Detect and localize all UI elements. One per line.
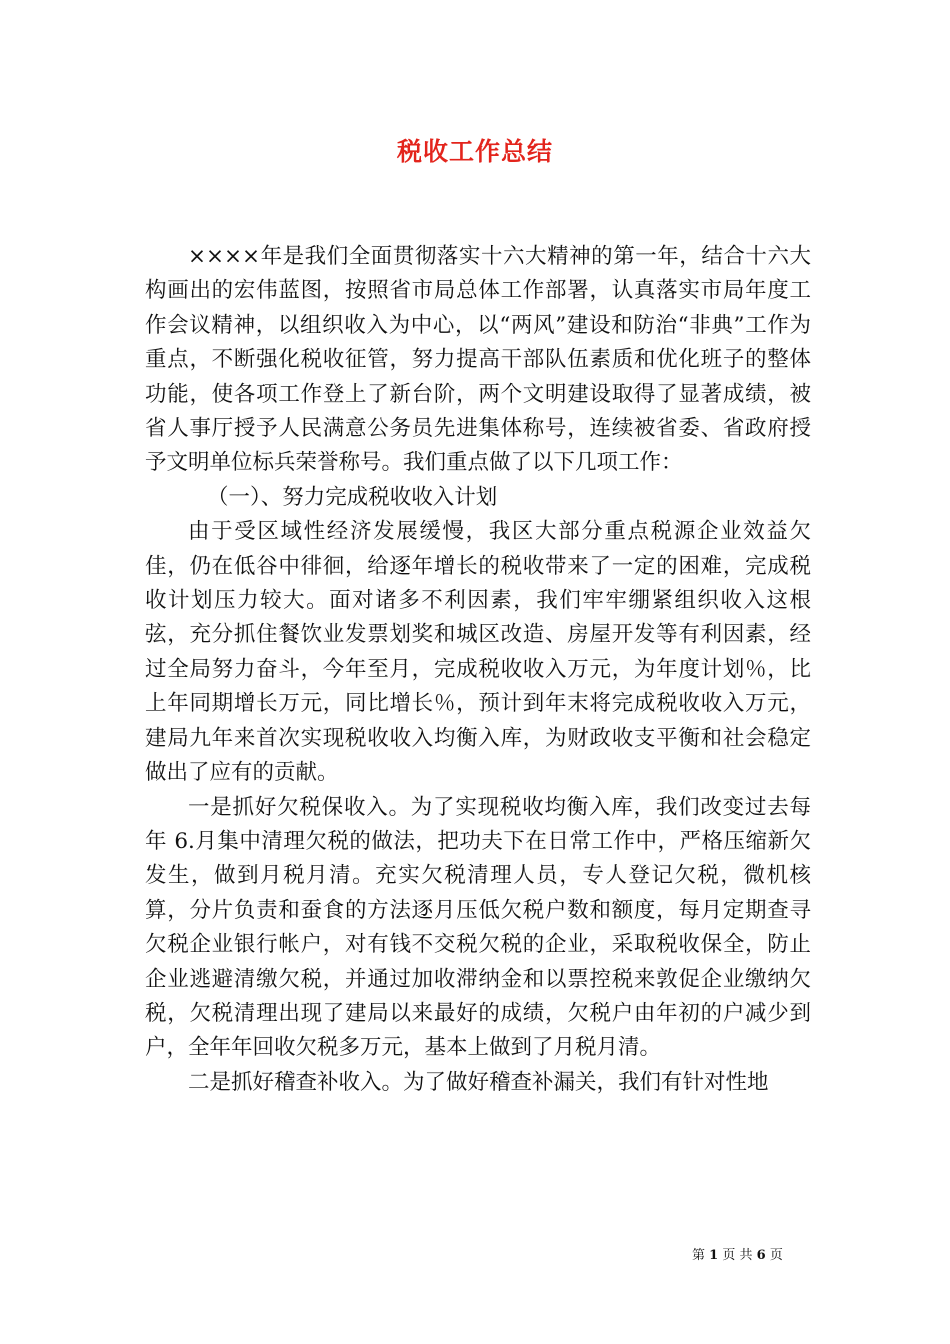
section-heading: （一）、努力完成税收收入计划 bbox=[207, 484, 498, 510]
audit-paragraph: 二是抓好稽查补收入。为了做好稽查补漏关，我们有针对性地 bbox=[188, 1069, 769, 1095]
footer-prefix: 第 bbox=[692, 1248, 706, 1263]
document-body bbox=[145, 240, 811, 1100]
document-title: 税收工作总结 bbox=[396, 137, 553, 166]
arrears-paragraph: 一是抓好欠税保收入。为了实现税收均衡入库，我们改变过去每年 6.月集中清理欠税的做法，把功夫下在日常工作中，严格压缩新欠发生，做到月税月清。充实欠税清理人员，专人登记欠税，微机核算，分片负责和蚕食的方法逐月压低欠税户数和额度，每月定期查寻欠税企业银行帐户，对有钱不交税欠税的企业，采取税收保全，防止企业逃避清缴欠税，并通过加收滞纳金和以票控税来敦促企业缴纳欠税，欠税清理出现了建局以来最好的成绩，欠税户由年初的户减少到户，全年年回收欠税多万元，基本上做到了月税月清。 bbox=[145, 794, 811, 1061]
footer-current-page: 1 bbox=[709, 1248, 719, 1263]
revenue-paragraph: 由于受区域性经济发展缓慢，我区大部分重点税源企业效益欠佳，仍在低谷中徘徊，给逐年增长的税收带来了一定的困难，完成税收计划压力较大。面对诸多不利因素，我们牢牢绷紧组织收入这根弦，充分抓住餐饮业发票划奖和城区改造、房屋开发等有利因素，经过全局努力奋斗，今年至月，完成税收收入万元，为年度计划％，比上年同期增长万元，同比增长％，预计到年末将完成税收收入万元，建局九年来首次实现税收收入均衡入库，为财政收支平衡和社会稳定做出了应有的贡献。 bbox=[145, 519, 811, 786]
footer-middle: 页 共 bbox=[722, 1248, 753, 1263]
page-number-footer bbox=[692, 1244, 832, 1263]
intro-paragraph: ××××年是我们全面贯彻落实十六大精神的第一年，结合十六大构画出的宏伟蓝图，按照省市局总体工作部署，认真落实市局年度工作会议精神，以组织收入为中心，以“两风”建设和防治“非典”工作为重点，不断强化税收征管，努力提高干部队伍素质和优化班子的整体功能，使各项工作登上了新台阶，两个文明建设取得了显著成绩，被省人事厅授予人民满意公务员先进集体称号，连续被省委、省政府授予文明单位标兵荣誉称号。我们重点做了以下几项工作： bbox=[145, 244, 811, 476]
footer-suffix: 页 bbox=[769, 1248, 783, 1263]
footer-total-pages: 6 bbox=[756, 1248, 766, 1263]
